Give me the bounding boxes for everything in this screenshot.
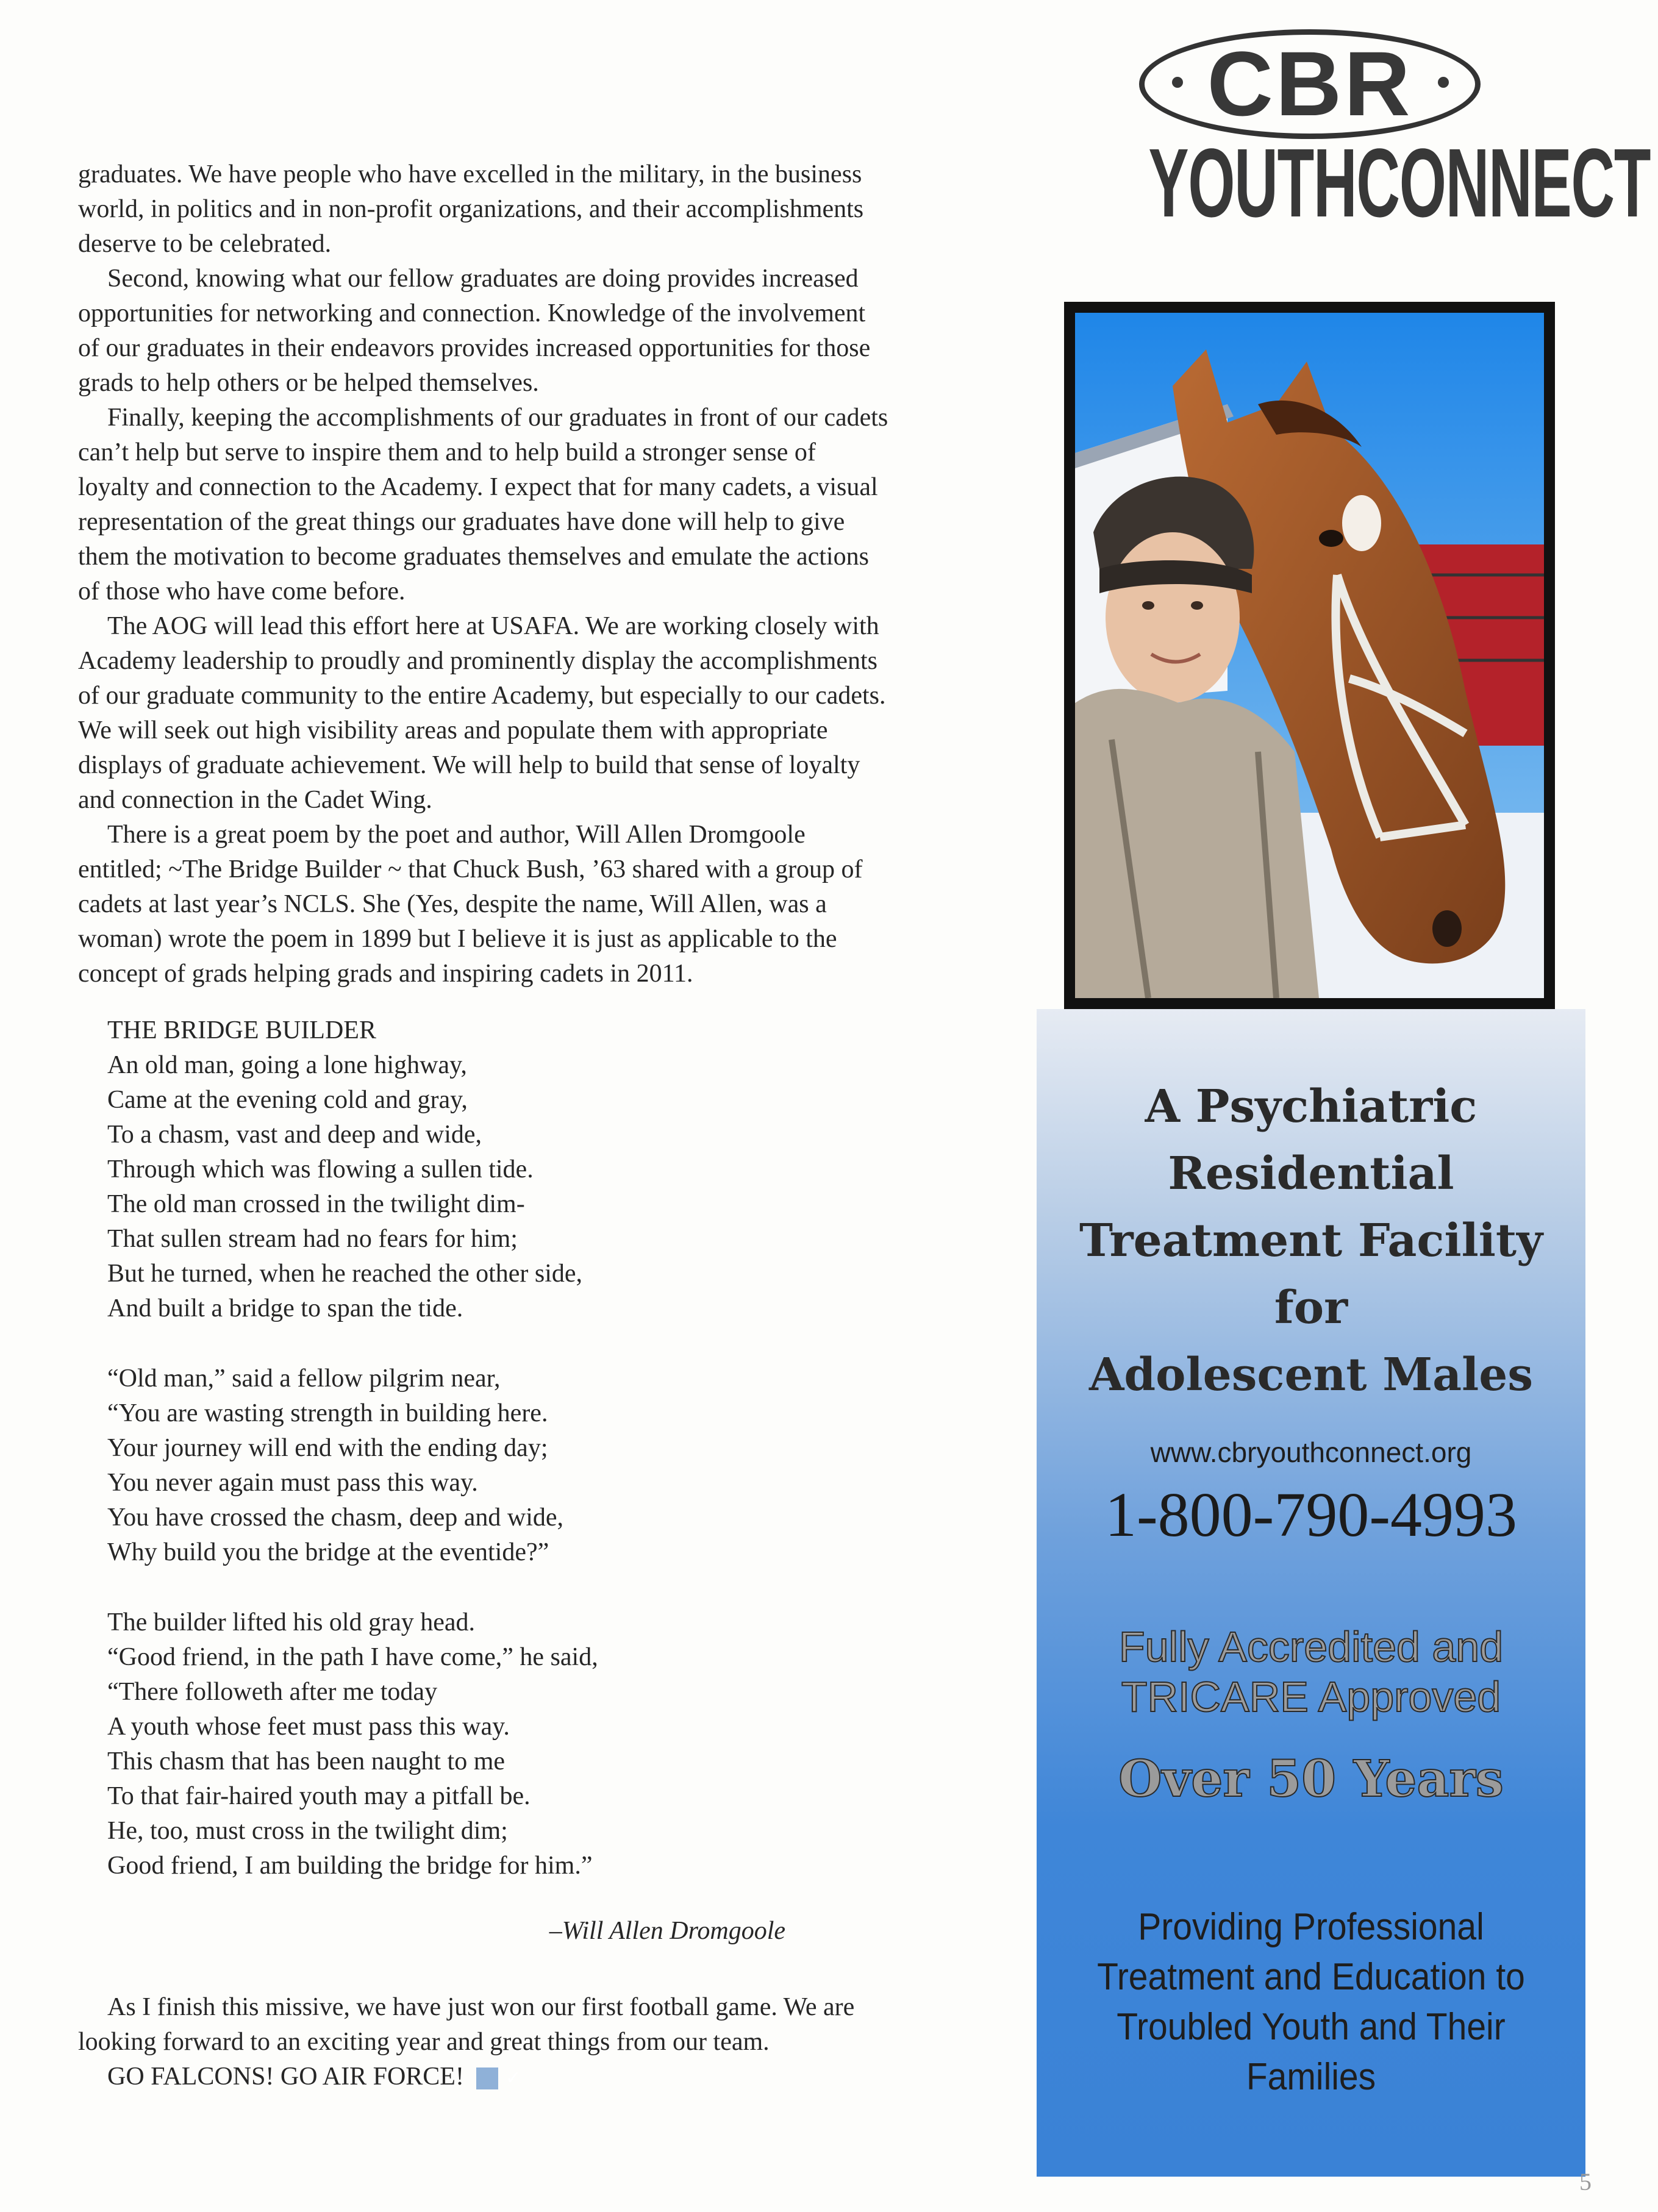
poem-title: THE BRIDGE BUILDER [107, 1016, 376, 1044]
cbr-advertisement [1037, 24, 1651, 2177]
poem-line: An old man, going a lone highway, [107, 1051, 467, 1079]
cbr-youthconnect-logo [1037, 24, 1651, 268]
poem-line: But he turned, when he reached the other side, [107, 1260, 583, 1288]
page-number: 5 [1579, 2168, 1592, 2196]
poem-line: That sullen stream had no fears for him; [107, 1225, 518, 1253]
ad-phone-number[interactable]: 1-800-790-4993 [1105, 1480, 1517, 1550]
ad-website-url[interactable]: www.cbryouthconnect.org [1150, 1436, 1472, 1468]
poem-line: Good friend, I am building the bridge for him.” [107, 1852, 593, 1880]
ad-mission-line: Treatment and Education to [1097, 1956, 1525, 1998]
poem-stanza [107, 1361, 889, 1570]
ad-accreditation-line: Fully Accredited and [1118, 1623, 1504, 1671]
closing-cheer [78, 2060, 889, 2094]
poem-line: Came at the evening cold and gray, [107, 1086, 468, 1114]
poem-line: This chasm that has been naught to me [107, 1747, 506, 1775]
closing-cheer-text: GO FALCONS! GO AIR FORCE! [107, 2063, 464, 2091]
ad-mission-line: Providing Professional [1138, 1906, 1484, 1948]
poem-line: A youth whose feet must pass this way. [107, 1713, 510, 1741]
ad-mission-line: Troubled Youth and Their [1117, 2006, 1506, 2048]
logo-youthconnect-text: YOUTHCONNECT [1148, 128, 1651, 237]
poem-line: Your journey will end with the ending day; [107, 1434, 548, 1462]
article-paragraph: The AOG will lead this effort here at USAFA. We are working closely with Academy leadership to proudly and prominently display the accomplishments of our graduate community to the entire Academy, but especially to our cadets. We will seek out high visibility areas and populate them with appropriate displays of graduate achievement. We will help to build that sense of loyalty and connection in the Cadet Wing. [78, 612, 886, 814]
photo-illustration [1075, 313, 1544, 998]
poem-line: He, too, must cross in the twilight dim; [107, 1817, 508, 1845]
ad-info-panel [1037, 1009, 1585, 2177]
poem-line: Through which was flowing a sullen tide. [107, 1155, 534, 1183]
ad-headline-line: Treatment Facility [1079, 1215, 1543, 1267]
ad-headline-line: Adolescent Males [1089, 1349, 1533, 1401]
article-paragraph: There is a great poem by the poet and author, Will Allen Dromgoole entitled; ~The Bridge Builder ~ that Chuck Bush, ’63 shared with a group of cadets at last year’s NCLS. She (Yes, despite the name, Will Allen, was a woman) wrote the poem in 1899 but I believe it is just as applicable to the concept of grads helping grads and inspiring cadets in 2011. [78, 821, 863, 988]
checkmark-box-icon: ✓ [476, 2068, 498, 2089]
article-column [78, 157, 889, 2094]
closing-section [78, 1990, 889, 2094]
poem-line: “Good friend, in the path I have come,” he said, [107, 1643, 598, 1671]
poem-line: “There followeth after me today [107, 1678, 438, 1706]
poem-attribution: –Will Allen Dromgoole [549, 1917, 785, 1945]
ad-mission-statement [1059, 1902, 1563, 2102]
poem-line: You never again must pass this way. [107, 1469, 478, 1497]
ad-headline-line: A Psychiatric [1145, 1080, 1478, 1133]
poem-line: The builder lifted his old gray head. [107, 1608, 475, 1636]
poem-line: You have crossed the chasm, deep and wide, [107, 1504, 564, 1532]
ad-accreditation-line: TRICARE Approved [1121, 1673, 1501, 1721]
ad-accreditation [1037, 1622, 1585, 1722]
poem-line: “You are wasting strength in building here. [107, 1399, 548, 1427]
article-paragraph: Second, knowing what our fellow graduates are doing provides increased opportunities for networking and connection. Knowledge of the involvement of our graduates in their endeavors provides increased opportunities for those grads to help others or be helped themselves. [78, 265, 871, 397]
poem-line: The old man crossed in the twilight dim- [107, 1190, 525, 1218]
poem-line: To a chasm, vast and deep and wide, [107, 1121, 482, 1149]
ad-mission-line: Families [1246, 2056, 1376, 2098]
ad-years-badge: Over 50 Years [1118, 1750, 1504, 1808]
ad-headline-line: for [1274, 1282, 1348, 1334]
boy-with-horse-photo [1064, 302, 1555, 1009]
poem-line: And built a bridge to span the tide. [107, 1294, 463, 1322]
poem-line: To that fair-haired youth may a pitfall be. [107, 1782, 531, 1810]
poem-stanza [107, 1605, 889, 1883]
poem [107, 1013, 889, 1883]
logo-cbr-text: CBR [1207, 32, 1413, 135]
ad-headline-line: Residential [1168, 1147, 1454, 1200]
closing-paragraph: As I finish this missive, we have just won our first football game. We are looking forward to an exciting year and great things from our team. [78, 1993, 855, 2056]
poem-line: Why build you the bridge at the eventide?” [107, 1538, 549, 1566]
article-paragraph: Finally, keeping the accomplishments of our graduates in front of our cadets can’t help but serve to inspire them and to help build a stronger sense of loyalty and connection to the Academy. I expect that for many cadets, a visual representation of the great things our graduates have done will help to give them the motivation to become graduates themselves and emulate the actions of those who have come before. [78, 404, 888, 605]
poem-stanza [107, 1013, 889, 1326]
ad-headline [1037, 1073, 1585, 1408]
poem-line: “Old man,” said a fellow pilgrim near, [107, 1365, 501, 1393]
article-paragraph: graduates. We have people who have excelled in the military, in the business world, in politics and in non-profit organizations, and their accomplishments deserve to be celebrated. [78, 160, 864, 258]
